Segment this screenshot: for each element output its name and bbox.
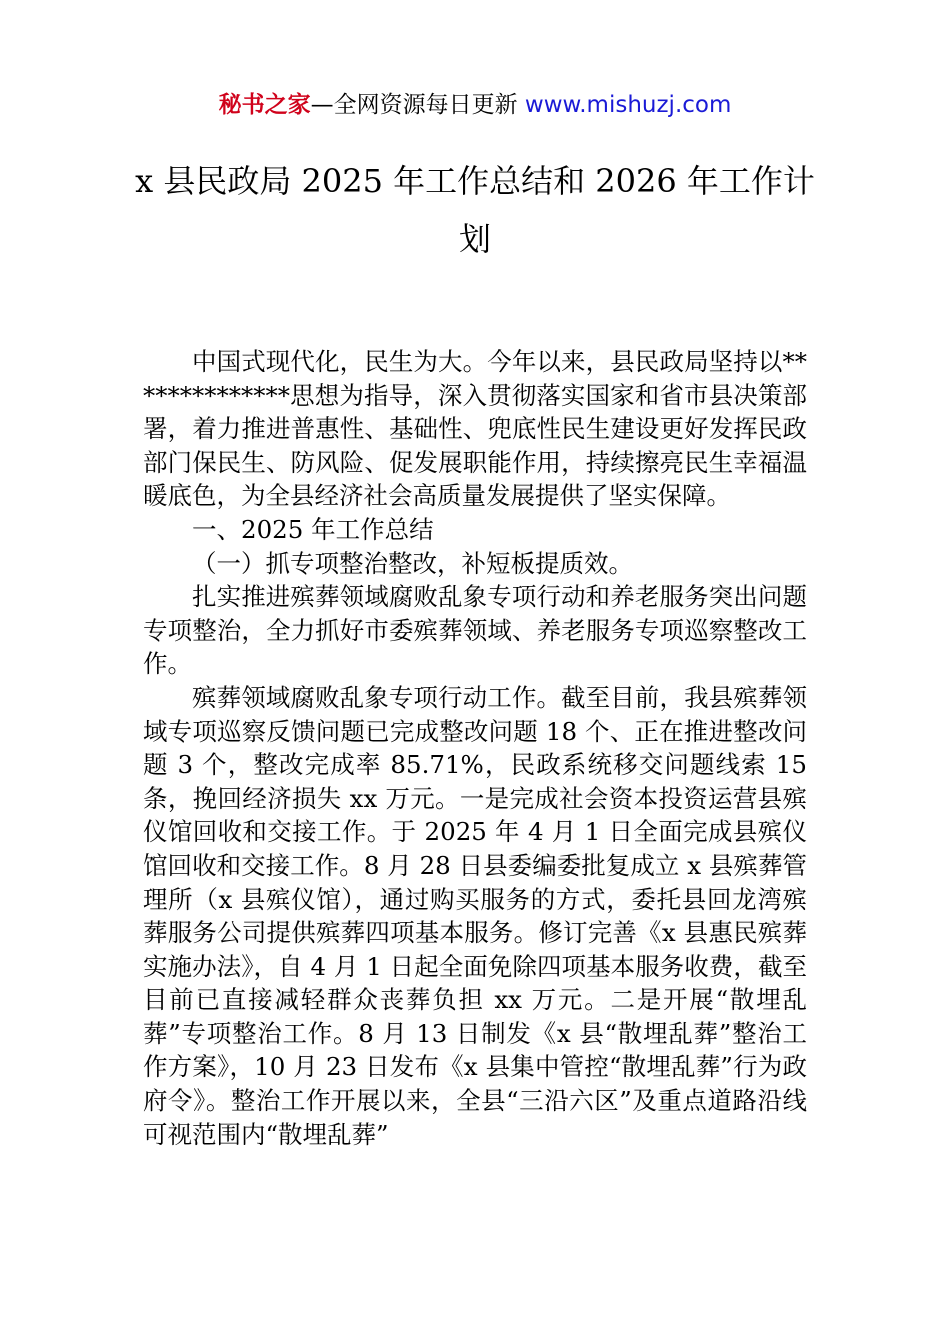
body-paragraph: 殡葬领域腐败乱象专项行动工作。截至目前，我县殡葬领域专项巡察反馈问题已完成整改问题 18 个、正在推进整改问题 3 个，整改完成率 85.71%，民政系统移交问题线索 15 条，挽回经济损失 xx 万元。一是完成社会资本投资运营县殡仪馆回收和交接工作。于 2025 年 4 月 1 日全面完成县殡仪馆回收和交接工作。8 月 28 日县委编委批复成立 x 县殡葬管理所（x 县殡仪馆），通过购买服务的方式，委托县回龙湾殡葬服务公司提供殡葬四项基本服务。修订完善《x 县惠民殡葬实施办法》，自 4 月 1 日起全面免除四项基本服务收费，截至目前已直接减轻群众丧葬负担 xx 万元。二是开展“散埋乱葬”专项整治工作。8 月 13 日制发《x 县“散埋乱葬”整治工作方案》，10 月 23 日发布《x 县集中管控“散埋乱葬”行为政府令》。整治工作开展以来，全县“三沿六区”及重点道路沿线可视范围内“散埋乱葬” xyxy=(143,682,807,1149)
header-slogan: —全网资源每日更新 xyxy=(310,92,525,118)
intro-paragraph: 中国式现代化，民生为大。今年以来，县民政局坚持以**************思想为指导，深入贯彻落实国家和省市县决策部署，着力推进普惠性、基础性、兜底性民生建设更好发挥民政部门保民生、防风险、促发展职能作用，持续擦亮民生幸福温暖底色，为全县经济社会高质量发展提供了坚实保障。 xyxy=(143,347,807,511)
site-header xyxy=(0,88,950,122)
document-body xyxy=(143,345,807,1151)
section-heading: 一、2025 年工作总结 xyxy=(192,514,434,544)
site-url-link[interactable]: www.mishuzj.com xyxy=(524,92,732,118)
brand-name: 秘书之家 xyxy=(218,92,311,118)
subsection-heading: （一）抓专项整治整改，补短板提质效。 xyxy=(192,548,633,578)
document-title: x 县民政局 2025 年工作总结和 2026 年工作计划 xyxy=(135,162,815,258)
body-paragraph: 扎实推进殡葬领域腐败乱象专项行动和养老服务突出问题专项整治，全力抓好市委殡葬领域、养老服务专项巡察整改工作。 xyxy=(143,582,807,679)
